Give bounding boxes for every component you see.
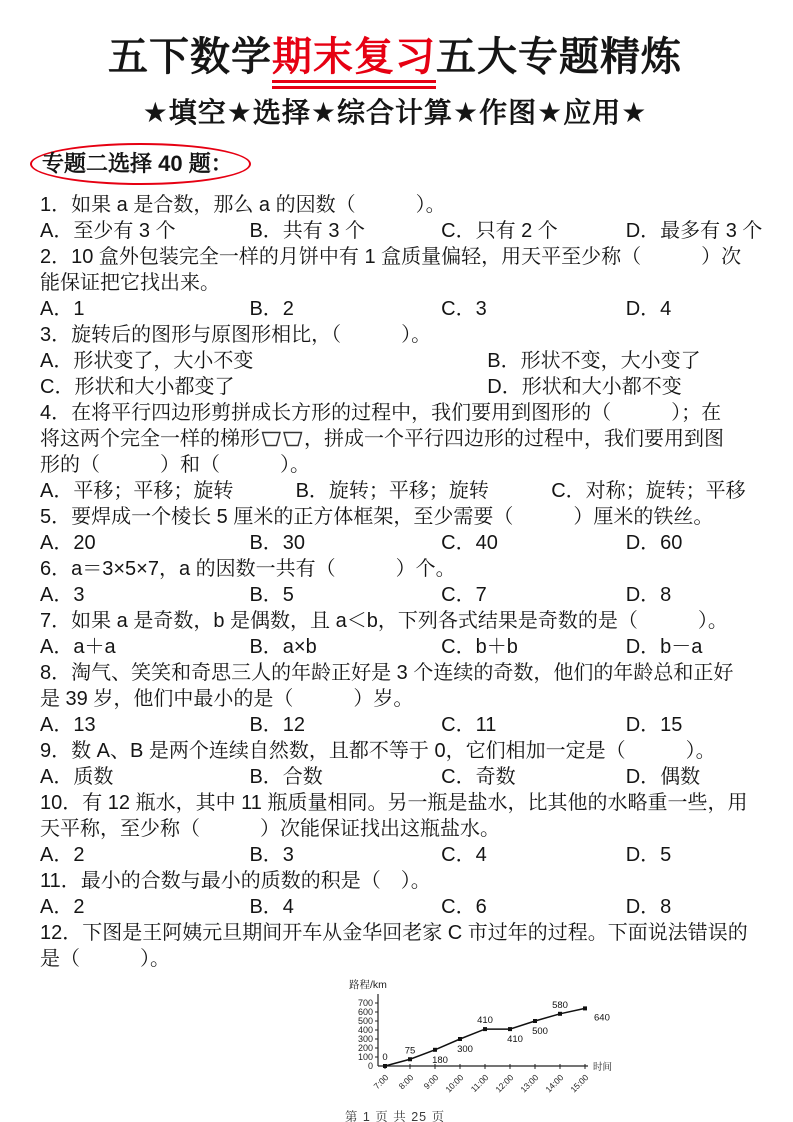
trapezoid-pair-icon bbox=[260, 428, 304, 450]
option-item: D．8 bbox=[625, 896, 672, 918]
question-line: 10．有 12 瓶水，其中 11 瓶质量相同。另一瓶是盐水，比其他的水略重一些，用 bbox=[40, 792, 748, 814]
option-item: C．对称；旋转；平移 bbox=[551, 480, 746, 502]
svg-text:700: 700 bbox=[357, 998, 373, 1008]
question-block bbox=[40, 400, 750, 504]
option-item: B．旋转；平移；旋转 bbox=[295, 480, 489, 502]
question-line: 将这两个完全一样的梯形 ，拼成一个平行四边形的过程中，我们要用到图 bbox=[40, 428, 724, 450]
question-line: 4．在将平行四边形剪拼成长方形的过程中，我们要用到图形的（ ）；在 bbox=[40, 402, 722, 424]
option-item: B．30 bbox=[249, 532, 306, 554]
question-block bbox=[40, 322, 750, 400]
options-row bbox=[40, 842, 750, 868]
question-block bbox=[40, 738, 750, 790]
question-block bbox=[40, 556, 750, 608]
question-block bbox=[40, 790, 750, 868]
title-prefix: 五下数学 bbox=[108, 35, 272, 79]
svg-text:180: 180 bbox=[432, 1054, 448, 1066]
svg-text:9:00: 9:00 bbox=[421, 1072, 441, 1092]
option-item: C．奇数 bbox=[441, 766, 516, 788]
svg-text:500: 500 bbox=[357, 1016, 373, 1026]
svg-text:580: 580 bbox=[552, 999, 568, 1011]
option-item: A．1 bbox=[40, 298, 85, 320]
option-item: B．2 bbox=[249, 298, 294, 320]
option-item: C．形状和大小都变了 bbox=[40, 376, 235, 398]
option-item: C．b＋b bbox=[441, 636, 518, 658]
option-item: B．形状不变，大小变了 bbox=[487, 350, 701, 372]
svg-text:300: 300 bbox=[457, 1044, 473, 1055]
question-line: 1．如果 a 是合数，那么 a 的因数（ ）。 bbox=[40, 194, 446, 216]
svg-text:400: 400 bbox=[357, 1025, 373, 1035]
title-highlight: 期末复习 bbox=[272, 35, 436, 89]
option-item: D．最多有 3 个 bbox=[625, 220, 763, 242]
option-item: D．b－a bbox=[625, 636, 703, 658]
options-row bbox=[40, 712, 750, 738]
question-line: 是（ ）。 bbox=[40, 948, 170, 970]
option-item: C．6 bbox=[441, 896, 487, 918]
subtitle: ★填空★选择★综合计算★作图★应用★ bbox=[142, 97, 648, 128]
options-row bbox=[40, 296, 750, 322]
svg-text:75: 75 bbox=[404, 1045, 416, 1057]
svg-text:时间: 时间 bbox=[593, 1062, 613, 1073]
page-title bbox=[40, 32, 750, 82]
svg-text:0: 0 bbox=[382, 1052, 388, 1063]
title-suffix: 五大专题精炼 bbox=[436, 35, 682, 79]
question-line: 5．要焊成一个棱长 5 厘米的正方体框架，至少需要（ ）厘米的铁丝。 bbox=[40, 506, 714, 528]
chart-row bbox=[336, 976, 750, 1103]
option-item: D．4 bbox=[625, 298, 672, 320]
svg-text:640: 640 bbox=[594, 1012, 610, 1024]
question-block bbox=[40, 192, 763, 244]
question-line: 8．淘气、笑笑和奇思三人的年龄正好是 3 个连续的奇数，他们的年龄总和正好 bbox=[40, 662, 734, 684]
options-row bbox=[40, 894, 750, 920]
distance-time-chart-svg bbox=[336, 976, 628, 1098]
svg-text:7:00: 7:00 bbox=[371, 1072, 391, 1092]
option-item: A．平移；平移；旋转 bbox=[40, 480, 234, 502]
option-item: C．只有 2 个 bbox=[441, 220, 558, 242]
question-line: 2．10 盒外包装完全一样的月饼中有 1 盒质量偏轻，用天平至少称（ ）次 bbox=[40, 246, 742, 268]
question-line: 能保证把它找出来。 bbox=[40, 272, 220, 294]
option-item: A．至少有 3 个 bbox=[40, 220, 176, 242]
svg-text:13:00: 13:00 bbox=[518, 1072, 541, 1095]
option-item: D．形状和大小都不变 bbox=[487, 376, 682, 398]
question-block bbox=[40, 660, 750, 738]
question-line: 形的（ ）和（ ）。 bbox=[40, 454, 310, 476]
svg-text:14:00: 14:00 bbox=[543, 1072, 566, 1095]
svg-text:8:00: 8:00 bbox=[396, 1072, 416, 1092]
option-item: A．2 bbox=[40, 896, 85, 918]
svg-text:10:00: 10:00 bbox=[443, 1072, 466, 1095]
question-line: 3．旋转后的图形与原图形相比，（ ）。 bbox=[40, 324, 432, 346]
option-item: D．60 bbox=[625, 532, 683, 554]
option-item: D．偶数 bbox=[625, 766, 701, 788]
section-heading: 专题二选择 40 题： bbox=[30, 143, 251, 185]
svg-text:100: 100 bbox=[357, 1052, 373, 1062]
page-footer: 第 1 页 共 25 页 bbox=[344, 1110, 446, 1122]
svg-text:12:00: 12:00 bbox=[493, 1072, 516, 1095]
option-item: B．3 bbox=[249, 844, 294, 866]
option-item: A．13 bbox=[40, 714, 96, 736]
option-item: C．7 bbox=[441, 584, 487, 606]
option-item: D．15 bbox=[625, 714, 683, 736]
options-row bbox=[40, 764, 750, 790]
option-item: B．4 bbox=[249, 896, 294, 918]
option-item: D．8 bbox=[625, 584, 672, 606]
question-block bbox=[40, 504, 750, 556]
question-block bbox=[40, 244, 750, 322]
option-item: B．合数 bbox=[249, 766, 323, 788]
option-item: B．5 bbox=[249, 584, 294, 606]
option-item: C．3 bbox=[441, 298, 487, 320]
section-row bbox=[40, 143, 750, 185]
option-item: A．3 bbox=[40, 584, 85, 606]
distance-time-chart bbox=[336, 976, 750, 1103]
option-item: C．40 bbox=[441, 532, 498, 554]
options-row bbox=[40, 348, 750, 400]
question-line: 是 39 岁，他们中最小的是（ ）岁。 bbox=[40, 688, 414, 710]
questions-list bbox=[40, 192, 763, 972]
question-line: 6．a＝3×5×7，a 的因数一共有（ ）个。 bbox=[40, 558, 456, 580]
option-item: B．共有 3 个 bbox=[249, 220, 366, 242]
question-line: 11．最小的合数与最小的质数的积是（ ）。 bbox=[40, 870, 431, 892]
svg-text:600: 600 bbox=[357, 1007, 373, 1017]
option-item: B．a×b bbox=[249, 636, 317, 658]
options-row bbox=[40, 582, 750, 608]
svg-text:路程/km: 路程/km bbox=[349, 979, 387, 991]
svg-text:500: 500 bbox=[532, 1026, 548, 1037]
option-item: A．a＋a bbox=[40, 636, 116, 658]
svg-text:410: 410 bbox=[477, 1015, 493, 1027]
option-item: A．2 bbox=[40, 844, 85, 866]
question-line: 7．如果 a 是奇数，b 是偶数，且 a＜b，下列各式结果是奇数的是（ ）。 bbox=[40, 610, 728, 632]
option-item: A．20 bbox=[40, 532, 96, 554]
options-row bbox=[40, 634, 750, 660]
option-item: A．质数 bbox=[40, 766, 114, 788]
svg-text:200: 200 bbox=[357, 1043, 373, 1053]
question-line: 天平称，至少称（ ）次能保证找出这瓶盐水。 bbox=[40, 818, 500, 840]
option-item: B．12 bbox=[249, 714, 306, 736]
question-line: 9．数 A、B 是两个连续自然数，且都不等于 0，它们相加一定是（ ）。 bbox=[40, 740, 716, 762]
options-row bbox=[40, 478, 750, 504]
options-row bbox=[40, 530, 750, 556]
svg-text:410: 410 bbox=[507, 1034, 523, 1046]
question-block bbox=[40, 608, 750, 660]
option-item: A．形状变了，大小不变 bbox=[40, 350, 254, 372]
svg-text:15:00: 15:00 bbox=[568, 1072, 591, 1095]
option-item: C．4 bbox=[441, 844, 487, 866]
svg-text:300: 300 bbox=[357, 1034, 373, 1044]
question-block bbox=[40, 868, 750, 920]
option-item: C．11 bbox=[441, 714, 497, 736]
question-block bbox=[40, 920, 750, 972]
option-item: D．5 bbox=[625, 844, 672, 866]
svg-text:11:00: 11:00 bbox=[468, 1072, 491, 1095]
svg-text:0: 0 bbox=[367, 1061, 373, 1071]
options-row bbox=[40, 218, 763, 244]
question-line: 12．下图是王阿姨元旦期间开车从金华回老家 C 市过年的过程。下面说法错误的 bbox=[40, 922, 748, 944]
